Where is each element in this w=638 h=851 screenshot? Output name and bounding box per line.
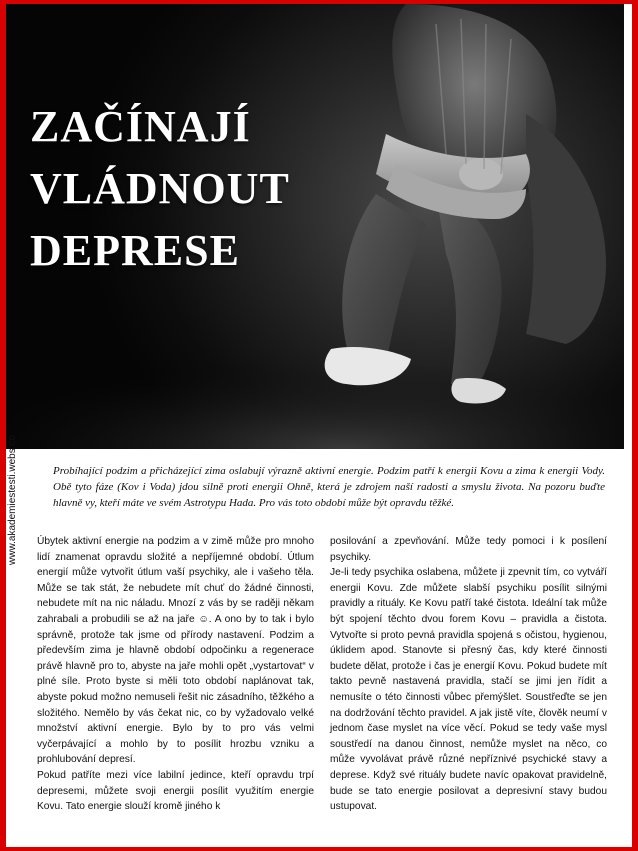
side-website-url: www.akademiestesti.webs.co (7, 434, 18, 565)
left-paragraph-1: Úbytek aktivní energie na podzim a v zimě může pro mnoho lidí znamenat opravdu složité a nepříjemné období. Útlum energií může vytvořit útlum vaší psychiky, ale i vašeho těla. Může se tak stát, že nebudete mít chuť do žádné činnosti, nebudete mít na nic náladu. Mnozí z vás by se raději někam zahrabali a probudili se až na jaře ☺. A ono by to tak i bylo správně, protože tak jsme od přírody nastavení. Podzim a především zima je hlavně období odpočinku a regenerace právě hlavně pro to, abyste na jaře mohli opět „vystartovat“ v plné síle. Proto byste si měli toto období naplánovat tak, abyste pokud možno nemuseli řešit nic zásadního, těžkého a složitého. Nemělo by vás čekat nic, co by vyžadovalo velké množství aktivní energie. Bylo by to pro vás velmi vyčerpávající a mohlo by to posílit hrozbu vzniku a prohlubování depresí. (37, 536, 314, 766)
title-line-1: ZAČÍNAJÍ (30, 102, 251, 151)
left-paragraph-2: Pokud patříte mezi více labilní jedince, kteří opravdu trpí depresemi, můžete svoji energii posílit využitím energie Kovu. Tato energie slouží kromě jiného k (37, 769, 314, 813)
hero-photo (6, 4, 624, 449)
page-title (30, 96, 290, 282)
right-paragraph-2: Je-li tedy psychika oslabena, můžete ji zpevnit tím, co vytváří energii Kovu. Zde můžete slabší psychiku posílit silnými pravidly a rituály. Ke Kovu patří také čistota. Ideální tak může být spojení těchto dvou forem Kovu – pravidla a čistota. Vytvořte si proto pevná pravidla spojená s očistou, hygienou, úklidem apod. Stanovte si přesný čas, kdy které činnosti budete dělat, protože i čas je energií Kovu. Pokud budete mít takto pevně nastavená pravidla, stačí se jimi jen řídit a nemusíte o této činnosti vůbec přemýšlet. Soustřeďte se jen na dodržování těchto pravidel. A jak jistě víte, člověk neumí v jednom čase myslet na více věcí. Pokud se tedy vaše mysl soustředí na danou činnost, nemůže myslet na něco, co může vyvolávat právě různé nepříznivé psychické stavy a deprese. Když své rituály budete navíc opakovat pravidelně, bude se tato energie posilovat a depresivní stavy budou ustupovat. (330, 567, 607, 813)
left-column (37, 534, 314, 815)
article-body (37, 534, 607, 815)
right-paragraph-1: posilování a zpevňování. Může tedy pomoci i k posílení psychiky. (330, 536, 607, 563)
title-line-2: VLÁDNOUT (30, 164, 290, 213)
title-line-3: DEPRESE (30, 226, 240, 275)
right-column (330, 534, 607, 815)
intro-paragraph: Probíhající podzim a přicházející zima oslabují výrazně aktivní energie. Podzim patří k energii Kovu a zima k energii Vody. Obě tyto fáze (Kov i Voda) jdou silně proti energii Ohně, která je zdrojem naší radosti a smyslu života. Na pozoru buďte hlavně vy, kteří máte ve svém Astrotypu Hada. Pro vás toto období může být opravdu těžké. (53, 465, 605, 509)
